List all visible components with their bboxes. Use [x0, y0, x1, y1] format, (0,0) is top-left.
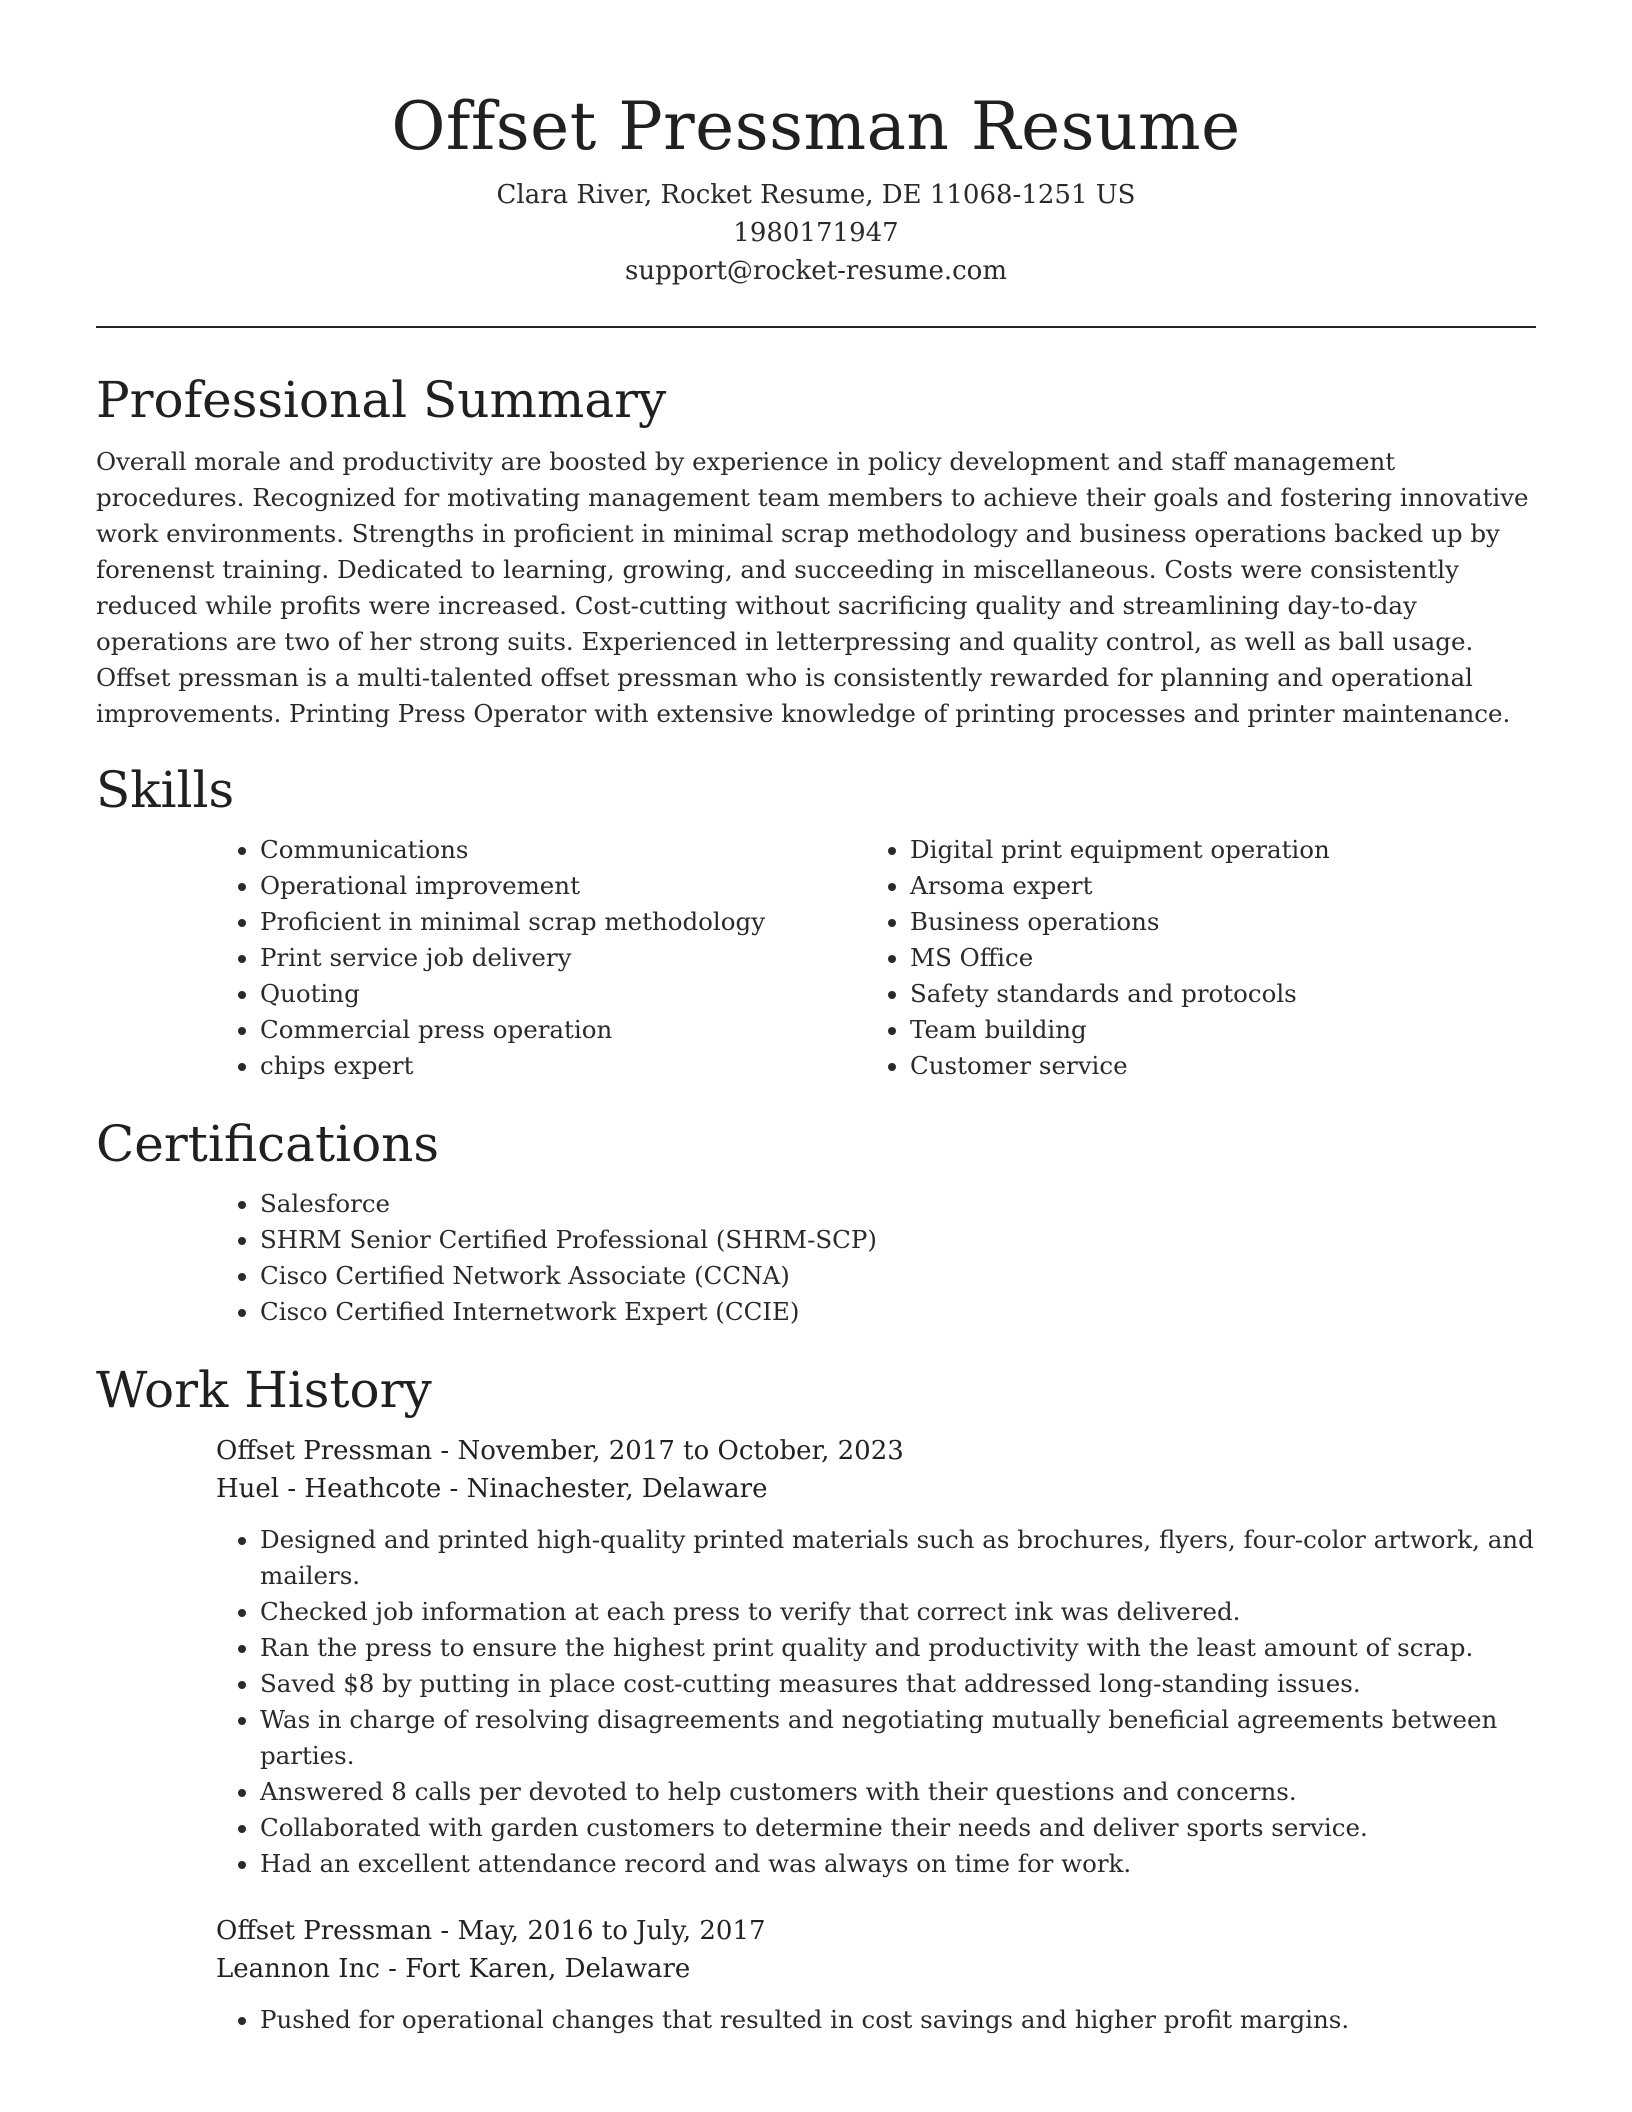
job-location: Fort Karen, Delaware — [405, 1954, 691, 1984]
list-item: • Cisco Certified Network Associate (CCNA) — [260, 1258, 1536, 1294]
job-entry — [216, 1912, 1536, 2038]
job-title: Offset Pressman — [216, 1916, 433, 1946]
job-separator: - — [388, 1954, 406, 1984]
job-dates: November, 2017 to October, 2023 — [457, 1436, 904, 1466]
work-history-section — [96, 1358, 1536, 2038]
job-dates: May, 2016 to July, 2017 — [457, 1916, 766, 1946]
list-item: • Salesforce — [260, 1186, 1536, 1222]
list-item: • Communications — [260, 832, 866, 868]
job-title: Offset Pressman — [216, 1436, 433, 1466]
list-item: • Saved $8 by putting in place cost-cutting measures that addressed long-standing issues. — [260, 1666, 1536, 1702]
list-item: • Safety standards and protocols — [910, 976, 1516, 1012]
job-separator: - — [449, 1474, 467, 1504]
job-location: Ninachester, Delaware — [466, 1474, 768, 1504]
summary-text: Overall morale and productivity are boosted by experience in policy development and staff management procedures. Recognized for motivating management team members to achieve their goals and fostering innovative work environments. Strengths in proficient in minimal scrap methodology and business operations backed up by forenenst training. Dedicated to learning, growing, and succeeding in miscellaneous. Costs were consistently reduced while profits were increased. Cost-cutting without sacrificing quality and streamlining day-to-day operations are two of her strong suits. Experienced in letterpressing and quality control, as well as ball usage. Offset pressman is a multi-talented offset pressman who is consistently rewarded for planning and operational improvements. Printing Press Operator with extensive knowledge of printing processes and printer maintenance. — [96, 447, 1529, 728]
contact-address: Clara River, Rocket Resume, DE 11068-1251 US — [496, 180, 1136, 210]
list-item: • MS Office — [910, 940, 1516, 976]
job-entry — [216, 1432, 1536, 1882]
list-item: • SHRM Senior Certified Professional (SHRM-SCP) — [260, 1222, 1536, 1258]
job-company-line — [216, 1470, 1536, 1508]
list-item: • Digital print equipment operation — [910, 832, 1516, 868]
job-title-line — [216, 1912, 1536, 1950]
list-item: • Collaborated with garden customers to determine their needs and deliver sports service. — [260, 1810, 1536, 1846]
header-divider — [96, 326, 1536, 328]
list-item: • Was in charge of resolving disagreements and negotiating mutually beneficial agreements between parties. — [260, 1702, 1536, 1774]
list-item: • Proficient in minimal scrap methodology — [260, 904, 866, 940]
list-item: • Business operations — [910, 904, 1516, 940]
certifications-section — [96, 1112, 1536, 1330]
skills-heading: Skills — [96, 761, 235, 819]
job-bullets — [216, 1522, 1536, 1882]
skills-grid — [216, 832, 1536, 1084]
job-separator: - — [440, 1436, 458, 1466]
certifications-list — [216, 1186, 1536, 1330]
resume-page — [96, 0, 1536, 2038]
list-item: • Had an excellent attendance record and was always on time for work. — [260, 1846, 1536, 1882]
list-item: • Pushed for operational changes that resulted in cost savings and higher profit margins. — [260, 2002, 1536, 2038]
list-item: • Operational improvement — [260, 868, 866, 904]
certifications-heading: Certifications — [96, 1115, 440, 1173]
list-item: • Cisco Certified Internetwork Expert (CCIE) — [260, 1294, 1536, 1330]
contact-email: support@rocket-resume.com — [624, 256, 1007, 286]
skills-column-right — [866, 832, 1516, 1084]
job-title-line — [216, 1432, 1536, 1470]
job-company: Leannon Inc — [216, 1954, 380, 1984]
list-item: • Print service job delivery — [260, 940, 866, 976]
job-separator: - — [440, 1916, 458, 1946]
list-item: • Customer service — [910, 1048, 1516, 1084]
list-item: • Quoting — [260, 976, 866, 1012]
contact-phone: 1980171947 — [733, 218, 899, 248]
list-item: • Answered 8 calls per devoted to help customers with their questions and concerns. — [260, 1774, 1536, 1810]
list-item: • Team building — [910, 1012, 1516, 1048]
list-item: • Commercial press operation — [260, 1012, 866, 1048]
list-item: • chips expert — [260, 1048, 866, 1084]
skills-list-right — [866, 832, 1516, 1084]
summary-section — [96, 368, 1536, 732]
list-item: • Checked job information at each press to verify that correct ink was delivered. — [260, 1594, 1536, 1630]
job-company-line — [216, 1950, 1536, 1988]
skills-column-left — [216, 832, 866, 1084]
page-title: Offset Pressman Resume — [391, 88, 1241, 165]
job-bullets — [216, 2002, 1536, 2038]
list-item: • Designed and printed high-quality printed materials such as brochures, flyers, four-color artwork, and mailers. — [260, 1522, 1536, 1594]
work-history-heading: Work History — [96, 1361, 432, 1419]
skills-list-left — [216, 832, 866, 1084]
resume-header — [96, 0, 1536, 290]
summary-heading: Professional Summary — [96, 371, 667, 429]
list-item: • Ran the press to ensure the highest print quality and productivity with the least amount of scrap. — [260, 1630, 1536, 1666]
list-item: • Arsoma expert — [910, 868, 1516, 904]
job-company: Huel - Heathcote — [216, 1474, 442, 1504]
skills-section — [96, 758, 1536, 1084]
